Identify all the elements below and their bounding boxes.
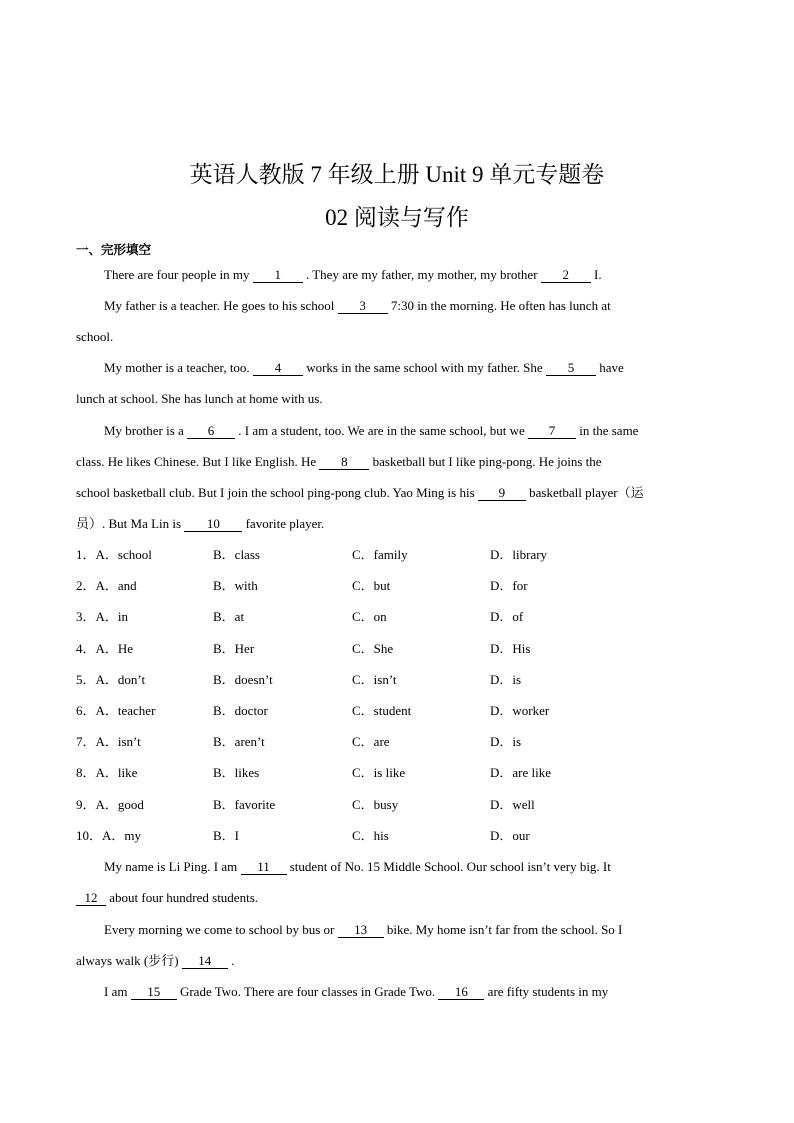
blank-12: 12 (76, 890, 106, 906)
question-option-a: 6．A．teacher (76, 703, 156, 718)
blank-15: 15 (131, 984, 177, 1000)
question-option-a: 5．A．don’t (76, 671, 146, 687)
blank-5: 5 (546, 360, 596, 376)
question-option-c: C．his (352, 827, 389, 843)
question-option-a: 9．A．good (76, 796, 144, 812)
passage-line: 员）. But Ma Lin is 10 favorite player. (76, 516, 325, 531)
page-title: 英语人教版 7 年级上册 Unit 9 单元专题卷 (189, 162, 605, 187)
question-option-a: 2．A．and (76, 578, 137, 594)
question-option-b: B．likes (213, 765, 260, 781)
blank-9: 9 (478, 485, 526, 501)
question-option-d: D．library (490, 547, 548, 562)
question-option-a: 10．A．my (76, 827, 142, 843)
question-option-d: D．well (490, 796, 535, 812)
passage-line: My brother is a 6 . I am a student, too. We are in the same school, but we 7 in the same (104, 423, 639, 438)
question-option-b: B．doctor (213, 703, 268, 718)
blank-16: 16 (438, 984, 484, 1000)
question-option-d: D．is (490, 671, 522, 687)
question-option-b: B．I (213, 827, 240, 843)
question-option-d: D．of (490, 609, 524, 625)
question-option-d: D．His (490, 640, 531, 656)
blank-1: 1 (253, 267, 303, 283)
question-option-c: C．student (352, 703, 412, 718)
question-option-b: B．Her (213, 640, 255, 656)
question-option-d: D．worker (490, 703, 550, 718)
question-option-c: C．family (352, 547, 408, 562)
question-option-a: 3．A．in (76, 609, 129, 625)
passage-line: There are four people in my 1 . They are my father, my mother, my brother 2 I. (104, 267, 602, 282)
blank-10: 10 (184, 516, 242, 532)
question-option-d: D．is (490, 734, 522, 750)
section-heading: 一、完形填空 (76, 242, 152, 257)
question-option-b: B．aren’t (213, 734, 265, 750)
passage-line: lunch at school. She has lunch at home with us. (76, 391, 323, 406)
question-option-c: C．but (352, 578, 391, 594)
question-option-a: 1．A．school (76, 547, 152, 562)
passage-line: My father is a teacher. He goes to his school 3 7:30 in the morning. He often has lunch at (104, 298, 611, 313)
question-option-c: C．are (352, 734, 390, 750)
question-option-c: C．isn’t (352, 671, 397, 687)
blank-7: 7 (528, 423, 576, 439)
question-option-b: B．doesn’t (213, 671, 273, 687)
question-option-d: D．are like (490, 765, 552, 781)
question-option-a: 8．A．like (76, 765, 138, 781)
passage-line: 12 about four hundred students. (76, 889, 718, 907)
blank-13: 13 (338, 922, 384, 938)
blank-3: 3 (338, 298, 388, 314)
passage-line: Every morning we come to school by bus or 13 bike. My home isn’t far from the school. So I (104, 922, 623, 937)
page-subtitle: 02 阅读与写作 (325, 205, 469, 230)
blank-8: 8 (319, 454, 369, 470)
question-option-c: C．She (352, 640, 394, 656)
question-option-b: B．favorite (213, 796, 276, 812)
passage-line: My name is Li Ping. I am 11 student of No. 15 Middle School. Our school isn’t very big. It (104, 859, 611, 874)
passage-line: school. (76, 329, 114, 344)
question-option-a: 7．A．isn’t (76, 734, 141, 750)
question-option-a: 4．A．He (76, 640, 134, 656)
blank-2: 2 (541, 267, 591, 283)
blank-6: 6 (187, 423, 235, 439)
question-option-b: B．at (213, 609, 245, 625)
passage-line: school basketball club. But I join the school ping-pong club. Yao Ming is his 9 basketball player（运 (76, 485, 644, 500)
question-option-c: C．on (352, 609, 387, 625)
passage-line: I am 15 Grade Two. There are four classes in Grade Two. 16 are fifty students in my (104, 984, 609, 999)
question-option-c: C．busy (352, 796, 399, 812)
passage-line: My mother is a teacher, too. 4 works in the same school with my father. She 5 have (104, 360, 624, 375)
question-option-c: C．is like (352, 765, 406, 781)
blank-14: 14 (182, 953, 228, 969)
blank-4: 4 (253, 360, 303, 376)
question-option-b: B．class (213, 547, 260, 562)
question-option-b: B．with (213, 578, 258, 594)
question-option-d: D．our (490, 827, 530, 843)
passage-line: class. He likes Chinese. But I like English. He 8 basketball but I like ping-pong. He joins the (76, 454, 602, 469)
passage-line: always walk (步行) 14 . (76, 953, 235, 968)
question-option-d: D．for (490, 578, 528, 594)
blank-11: 11 (241, 859, 287, 875)
